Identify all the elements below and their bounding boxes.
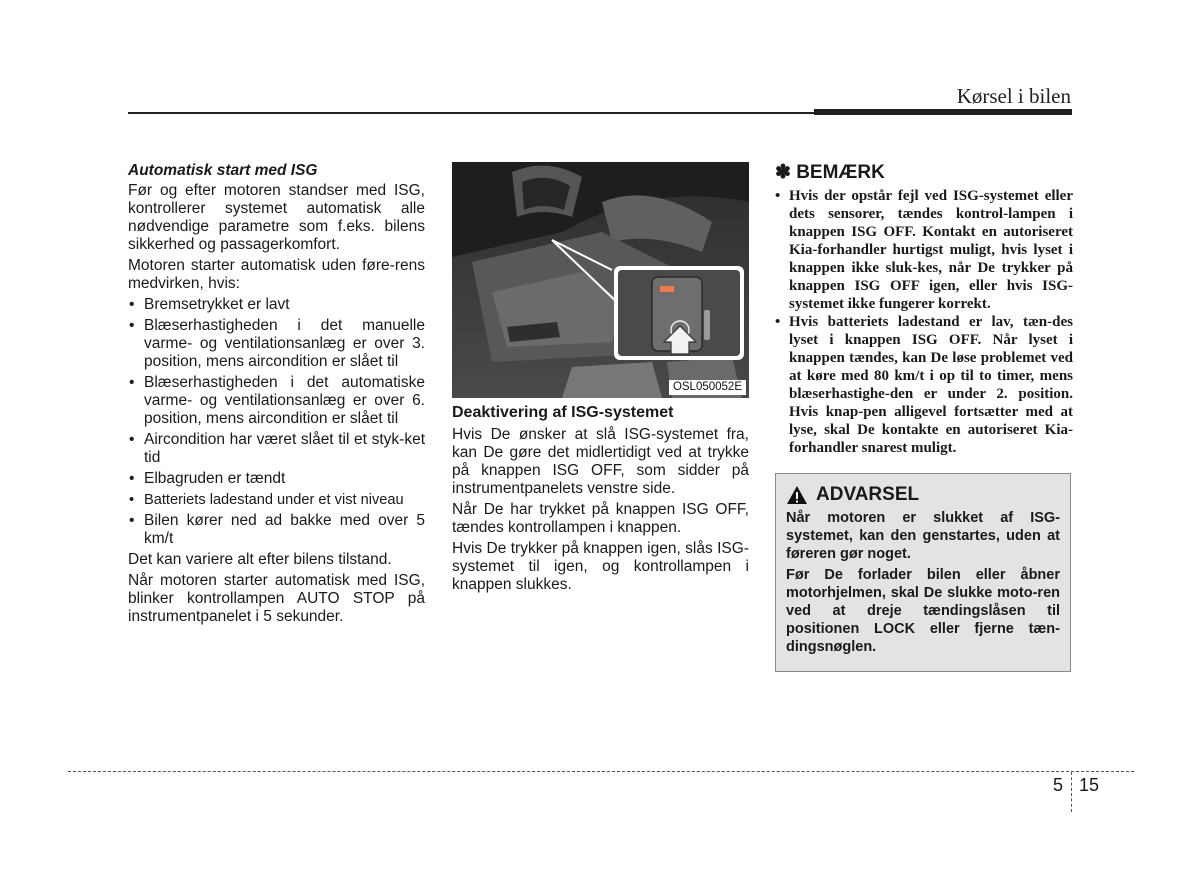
list-item: • Elbagruden er tændt [128,470,425,488]
paragraph-vary: Det kan variere alt efter bilens tilstand. [128,551,392,568]
list-item: • Batteriets ladestand under et vist niveau [128,491,425,509]
paragraph-conditions-intro: Motoren starter automatisk uden føre-rens medvirken, hvis: [128,257,425,292]
warning-heading [786,484,1060,506]
note-list [775,187,1073,457]
subheading-auto-start: Automatisk start med ISG [128,162,318,179]
list-item: • Blæserhastigheden i det automatiske varme- og ventilationsanlæg er over 6. position, mens aircondition er slået til [128,374,425,428]
paragraph-intro: Før og efter motoren standser med ISG, kontrollerer systemet automatisk alle nødvendige parametre som f.eks. bilens sikkerhed og passagerkomfort. [128,182,425,253]
warning-paragraph-1: Når motoren er slukket af ISG-systemet, kan den genstartes, uden at føreren gør noget. [786,510,1060,562]
list-item: • Blæserhastigheden i det manuelle varme- og ventilationsanlæg er over 3. position, mens aircondition er slået til [128,317,425,371]
paragraph-blink: Når motoren starter automatisk med ISG, blinker kontrollampen AUTO STOP på instrumentpanelet i 5 sekunder. [128,572,425,625]
header-rule-accent [814,109,1072,115]
footer-divider [1071,772,1072,812]
page-number: 15 [1079,775,1100,795]
asterisk-icon: ✽ [775,162,791,183]
paragraph-deactivate-1: Hvis De ønsker at slå ISG-systemet fra, kan De gøre det midlertidigt ved at trykke på knappen ISG OFF, som sidder på instrumentpanelets venstre side. [452,426,749,497]
warning-paragraph-2: Før De forlader bilen eller åbner motorhjelmen, skal De slukke moto-ren ved at dreje tændingslåsen til positionen LOCK eller fjerne tæn-dingsnøglen. [786,567,1060,655]
figure-label: OSL050052E [669,380,746,395]
chapter-number: 5 [1053,775,1064,795]
list-item: • Bremsetrykket er lavt [128,296,425,314]
dashboard-photo [452,162,749,398]
list-item: • Hvis der opstår fejl ved ISG-systemet eller dets sensorer, tændes kontrol-lampen i knappen ISG OFF. Kontakt en autoriseret Kia-forhandler hurtigst muligt, hvis lyset i knappen ikke sluk-kes, når De trykker på knappen ISG OFF igen, eller hvis ISG-systemet ikke fungerer korrekt. [775,187,1073,313]
dashboard-illustration [452,162,749,398]
column-left [128,162,425,629]
warning-title: ADVARSEL [816,484,920,505]
column-right [775,162,1073,672]
paragraph-deactivate-3: Hvis De trykker på knappen igen, slås ISG-systemet til igen, og kontrollampen i knappen slukkes. [452,540,749,593]
warning-box [775,473,1071,672]
heading-deactivate-isg: Deaktivering af ISG-systemet [452,404,674,421]
note-heading [775,162,1073,184]
warning-triangle-icon [786,485,808,505]
note-title: BEMÆRK [796,162,885,183]
paragraph-deactivate-2: Når De har trykket på knappen ISG OFF, tændes kontrollampen i knappen. [452,501,749,536]
list-item: • Hvis batteriets ladestand er lav, tæn-des lyset i knappen ISG OFF. Når lyset i knappen tændes, kan De løse problemet ved at køre med 80 km/t i op til to timer, mens blæserhastighe-den er under 2. position. Hvis knap-pen alligevel fortsætter med at lyse, skal De kontakte en autoriseret Kia-forhandler snarest muligt. [775,313,1073,457]
button-off-text: OFF [673,346,687,353]
list-item: • Aircondition har været slået til et styk-ket tid [128,431,425,467]
footer-rule [68,771,1134,772]
list-item: • Bilen kører ned ad bakke med over 5 km/t [128,512,425,548]
column-middle [452,162,749,597]
header-rule [128,112,814,114]
conditions-list [128,296,425,548]
page-header-title: Kørsel i bilen [956,84,1071,108]
